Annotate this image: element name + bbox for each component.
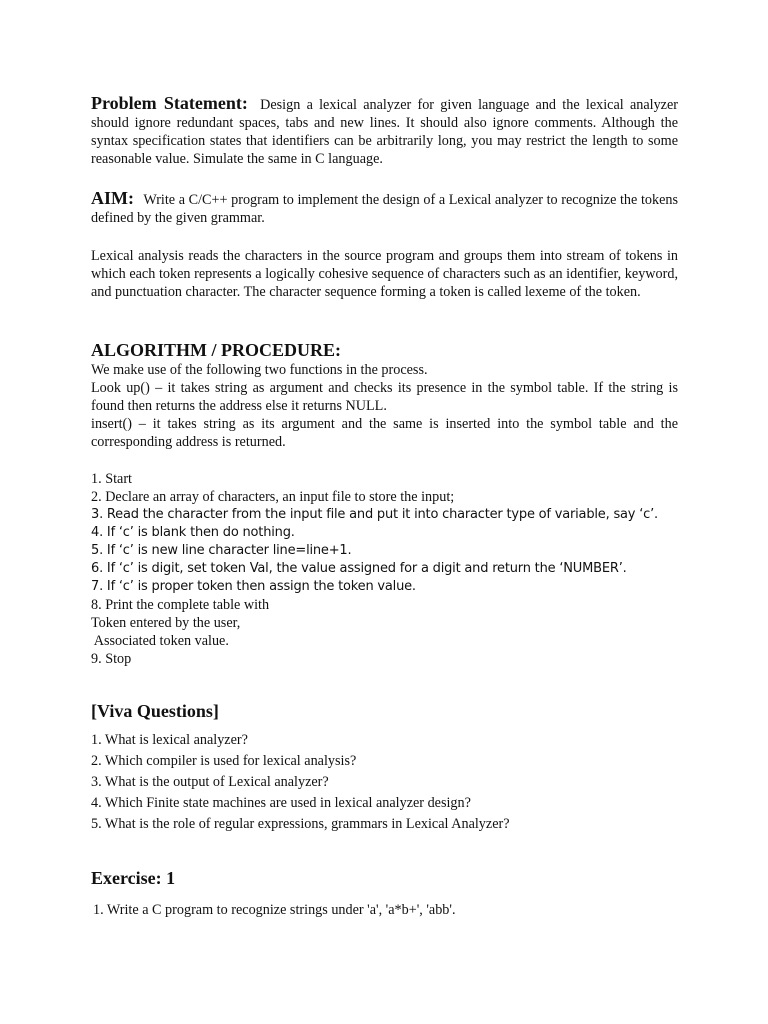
algorithm-step: 1. Start [91, 471, 132, 487]
algorithm-step: 2. Declare an array of characters, an input file to store the input; [91, 489, 455, 505]
problem-statement-section [91, 94, 678, 168]
exercise-heading: Exercise: 1 [91, 868, 176, 888]
aim-heading: AIM: [91, 188, 134, 208]
viva-question: 2. Which compiler is used for lexical analysis? [91, 753, 357, 769]
problem-statement-text: Design a lexical analyzer for given language and the lexical analyzer should ignore redundant spaces, tabs and new lines. It should also ignore comments. Although the syntax specification states that identifiers can be arbitrarily long, you may restrict the length to some reasonable value. Simulate the same in C language. [91, 97, 678, 167]
viva-question: 1. What is lexical analyzer? [91, 732, 248, 748]
viva-question: 5. What is the role of regular expressions, grammars in Lexical Analyzer? [91, 816, 510, 832]
viva-question: 3. What is the output of Lexical analyzer? [91, 774, 329, 790]
algorithm-insert-text: insert() – it takes string as its argument and the same is inserted into the symbol table and the corresponding address is returned. [91, 416, 678, 450]
viva-heading: [Viva Questions] [91, 701, 219, 721]
intro-paragraph: Lexical analysis reads the characters in the source program and groups them into stream of tokens in which each token represents a logically cohesive sequence of characters such as an identifier, keyword, and punctuation character. The character sequence forming a token is called lexeme of the token. [91, 248, 678, 300]
exercise-item: 1. Write a C program to recognize strings under 'a', 'a*b+', 'abb'. [93, 902, 456, 918]
algorithm-step: 4. If ‘c’ is blank then do nothing. [91, 525, 295, 540]
algorithm-lookup-text: Look up() – it takes string as argument and checks its presence in the symbol table. If the string is found then returns the address else it returns NULL. [91, 380, 678, 414]
algorithm-intro-line: We make use of the following two functions in the process. [91, 362, 428, 378]
aim-text: Write a C/C++ program to implement the design of a Lexical analyzer to recognize the tokens defined by the given grammar. [91, 192, 678, 226]
algorithm-step: 9. Stop [91, 651, 132, 667]
algorithm-section [91, 339, 678, 451]
algorithm-step: 7. If ‘c’ is proper token then assign the token value. [91, 579, 416, 594]
viva-question: 4. Which Finite state machines are used in lexical analyzer design? [91, 795, 471, 811]
algorithm-step: 3. Read the character from the input file and put it into character type of variable, say ‘c’. [91, 507, 658, 522]
algorithm-step: Token entered by the user, [91, 615, 241, 631]
algorithm-step: 8. Print the complete table with [91, 597, 270, 613]
algorithm-step: 5. If ‘c’ is new line character line=line+1. [91, 543, 352, 558]
algorithm-step: Associated token value. [91, 633, 229, 649]
viva-question-list [91, 731, 678, 833]
algorithm-step: 6. If ‘c’ is digit, set token Val, the value assigned for a digit and return the ‘NUMBER’. [91, 561, 627, 576]
problem-statement-heading: Problem Statement: [91, 93, 248, 113]
algorithm-intro [91, 361, 678, 451]
aim-section [91, 189, 678, 227]
viva-section [91, 700, 678, 836]
algorithm-heading: ALGORITHM / PROCEDURE: [91, 340, 342, 360]
algorithm-steps [91, 470, 678, 668]
exercise-section [91, 867, 678, 919]
